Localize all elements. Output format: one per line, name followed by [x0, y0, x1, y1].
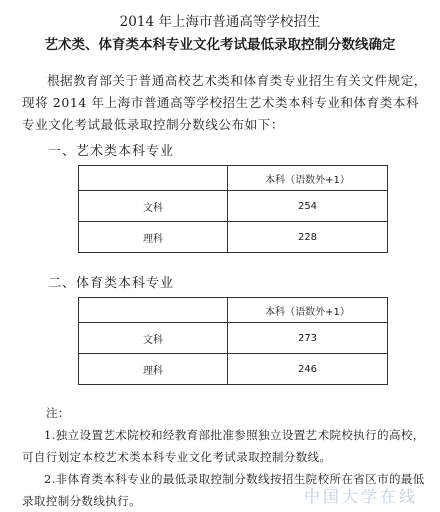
table-header-cell: 本科（语数外+1） — [228, 166, 388, 191]
table-row — [79, 191, 388, 222]
table-cell-category: 理科 — [79, 354, 228, 385]
intro-text: 根据教育部关于普通高校艺术类和体育类专业招生有关文件规定，现将 2014 年上海市普通高等学校招生艺术类本科专业和体育类本科专业文化考试最低录取控制分数线公布如下： — [22, 73, 427, 132]
section-heading-art: 一、艺术类本科专业 — [48, 144, 175, 159]
table-header-cell — [79, 166, 228, 191]
score-table-sports — [78, 297, 388, 385]
table-header-row — [79, 298, 388, 323]
table-header-cell — [79, 298, 228, 323]
table-cell-score: 246 — [228, 354, 388, 385]
table-header-cell: 本科（语数外+1） — [228, 298, 388, 323]
page-title: 2014 年上海市普通高等学校招生 — [119, 14, 321, 30]
table-cell-score: 254 — [228, 191, 388, 222]
intro-paragraph — [22, 70, 428, 136]
table-header-row — [79, 166, 388, 191]
page-subtitle: 艺术类、体育类本科专业文化考试最低录取控制分数线确定 — [44, 37, 396, 53]
table-row — [79, 354, 388, 385]
notes-label: 注： — [46, 406, 70, 420]
note-item: 2.非体育类本科专业的最低录取控制分数线按招生院校所在省区市的最低录取控制分数线执行。 — [22, 472, 425, 508]
section-heading-sports: 二、体育类本科专业 — [48, 276, 175, 291]
table-cell-score: 273 — [228, 323, 388, 354]
table-cell-category: 理科 — [79, 222, 228, 253]
score-table-art — [78, 165, 388, 253]
watermark-logo: 中国大学在线 — [304, 487, 419, 506]
table-row — [79, 323, 388, 354]
table-cell-category: 文科 — [79, 191, 228, 222]
table-cell-score: 228 — [228, 222, 388, 253]
note-item: 1.独立设置艺术院校和经教育部批准参照独立设置艺术院校执行的高校，可自行划定本校艺术类本科专业文化考试录取控制分数线。 — [22, 428, 425, 464]
table-cell-category: 文科 — [79, 323, 228, 354]
table-row — [79, 222, 388, 253]
